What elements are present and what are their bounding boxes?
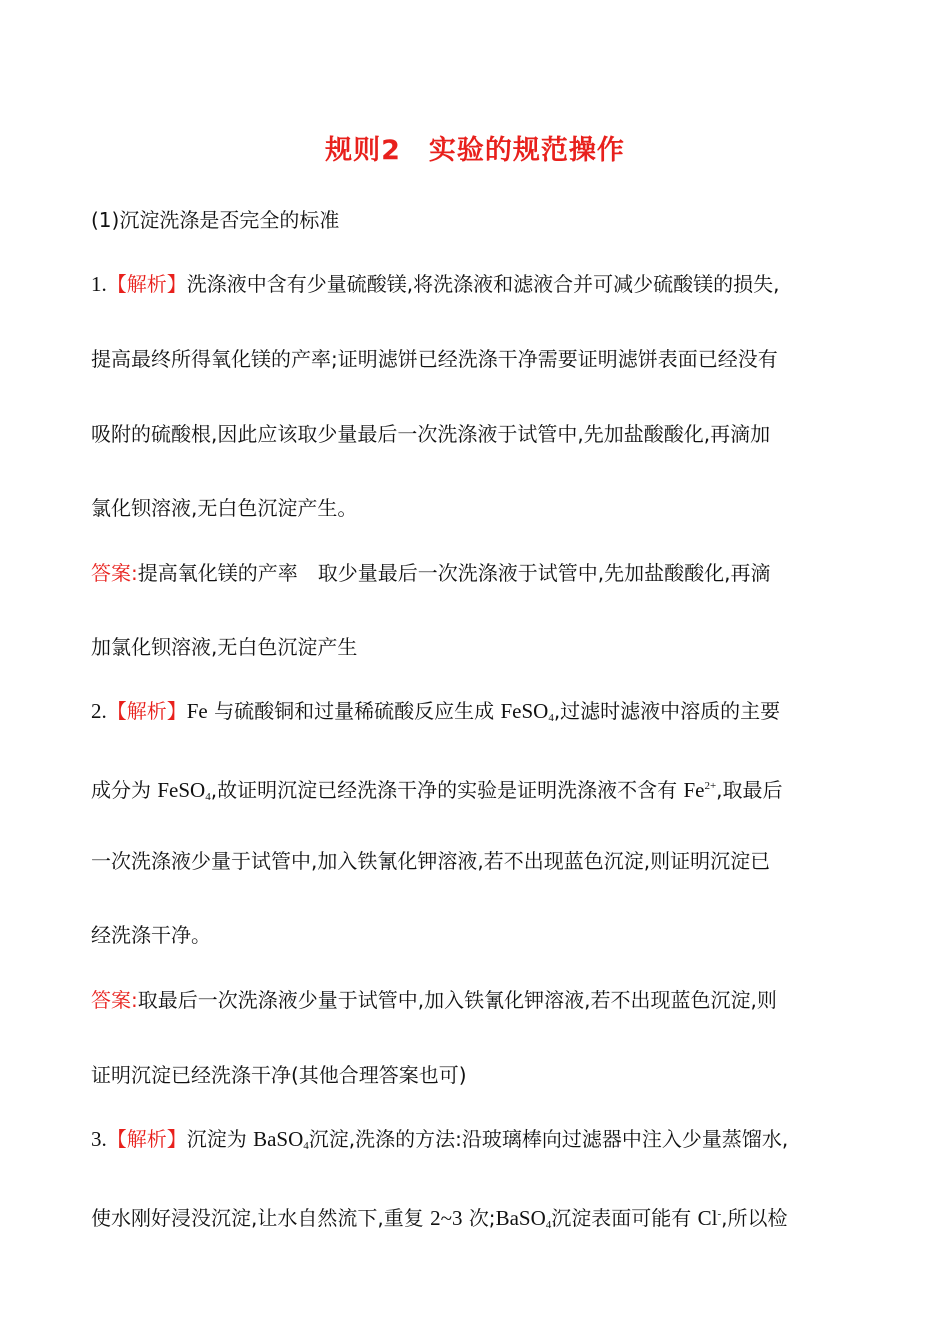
q1-text: 洗涤液中含有少量硫酸镁,将洗涤液和滤液合并可减少硫酸镁的损失, (186, 272, 780, 296)
q3-line-1 (91, 1125, 871, 1160)
q1-analysis-tag: 【解析】 (106, 272, 187, 296)
q3-repeat-count: 2~3 (430, 1206, 463, 1230)
q1-line-3: 吸附的硫酸根,因此应该取少量最后一次洗涤液于试管中,先加盐酸酸化,再滴加 (91, 422, 771, 446)
q2-superscript: 2+ (704, 780, 717, 792)
q2-text-a: 与硫酸铜和过量稀硫酸反应生成 (214, 699, 495, 723)
q2-analysis-tag: 【解析】 (106, 699, 187, 723)
q2-formula-feso: FeSO (500, 699, 549, 723)
q2-line-3: 一次洗涤液少量于试管中,加入铁氰化钾溶液,若不出现蓝色沉淀,则证明沉淀已 (91, 849, 771, 873)
q2-text-c: 成分为 (91, 778, 151, 802)
q3-text-a: 沉淀为 (186, 1127, 247, 1151)
q2-answer-line-1 (91, 986, 871, 1014)
q3-line-2 (91, 1200, 871, 1239)
q3-superscript: - (717, 1208, 722, 1220)
q3-text-f: ,所以检 (721, 1206, 788, 1230)
q3-formula-cl: Cl (697, 1206, 718, 1230)
q2-line-2 (91, 772, 871, 811)
q3-text-b: 沉淀,洗涤的方法:沿玻璃棒向过滤器中注入少量蒸馏水, (308, 1127, 789, 1151)
q3-text-e: 沉淀表面可能有 (551, 1206, 692, 1230)
q2-text-b: ,过滤时滤液中溶质的主要 (553, 699, 781, 723)
q1-number: 1. (91, 272, 107, 296)
q1-answer-text: 提高氧化镁的产率 取少量最后一次洗涤液于试管中,先加盐酸酸化,再滴 (137, 561, 771, 585)
q3-formula-baso: BaSO (253, 1127, 304, 1151)
q3-text-c: 使水刚好浸没沉淀,让水自然流下,重复 (91, 1206, 424, 1230)
q3-subscript-2: 4 (545, 1219, 552, 1231)
q1-line-2: 提高最终所得氧化镁的产率;证明滤饼已经洗涤干净需要证明滤饼表面已经没有 (91, 347, 778, 371)
q1-answer-line-1 (91, 559, 871, 587)
q2-subscript-2: 4 (205, 791, 211, 803)
q2-number: 2. (91, 699, 107, 723)
q2-line-1 (91, 697, 871, 732)
q3-analysis-tag: 【解析】 (106, 1127, 187, 1151)
q3-subscript: 4 (303, 1140, 309, 1152)
q2-subscript: 4 (548, 712, 554, 724)
q3-text-d: 次; (468, 1206, 496, 1230)
q2-formula-fe: Fe (186, 699, 208, 723)
q2-answer-text: 取最后一次洗涤液少量于试管中,加入铁氰化钾溶液,若不出现蓝色沉淀,则 (137, 988, 777, 1012)
q2-answer-line-2: 证明沉淀已经洗涤干净(其他合理答案也可) (91, 1063, 467, 1087)
q1-answer-line-2: 加氯化钡溶液,无白色沉淀产生 (91, 635, 358, 659)
q2-formula-feso-2: FeSO (157, 778, 206, 802)
q2-line-4: 经洗涤干净。 (91, 923, 211, 947)
q2-text-e: ,取最后 (716, 778, 783, 802)
q1-line-4: 氯化钡溶液,无白色沉淀产生。 (91, 496, 358, 520)
q3-formula-baso-2: BaSO (495, 1206, 546, 1230)
section-subheading: (1)沉淀洗涤是否完全的标准 (91, 208, 340, 232)
q2-formula-fe-ion: Fe (683, 778, 705, 802)
q1-line-1 (91, 270, 871, 298)
q2-text-d: ,故证明沉淀已经洗涤干净的实验是证明洗涤液不含有 (210, 778, 678, 802)
q1-answer-tag: 答案: (91, 561, 138, 585)
q3-number: 3. (91, 1127, 107, 1151)
q2-answer-tag: 答案: (91, 988, 138, 1012)
page-title: 规则2 实验的规范操作 (325, 135, 625, 166)
